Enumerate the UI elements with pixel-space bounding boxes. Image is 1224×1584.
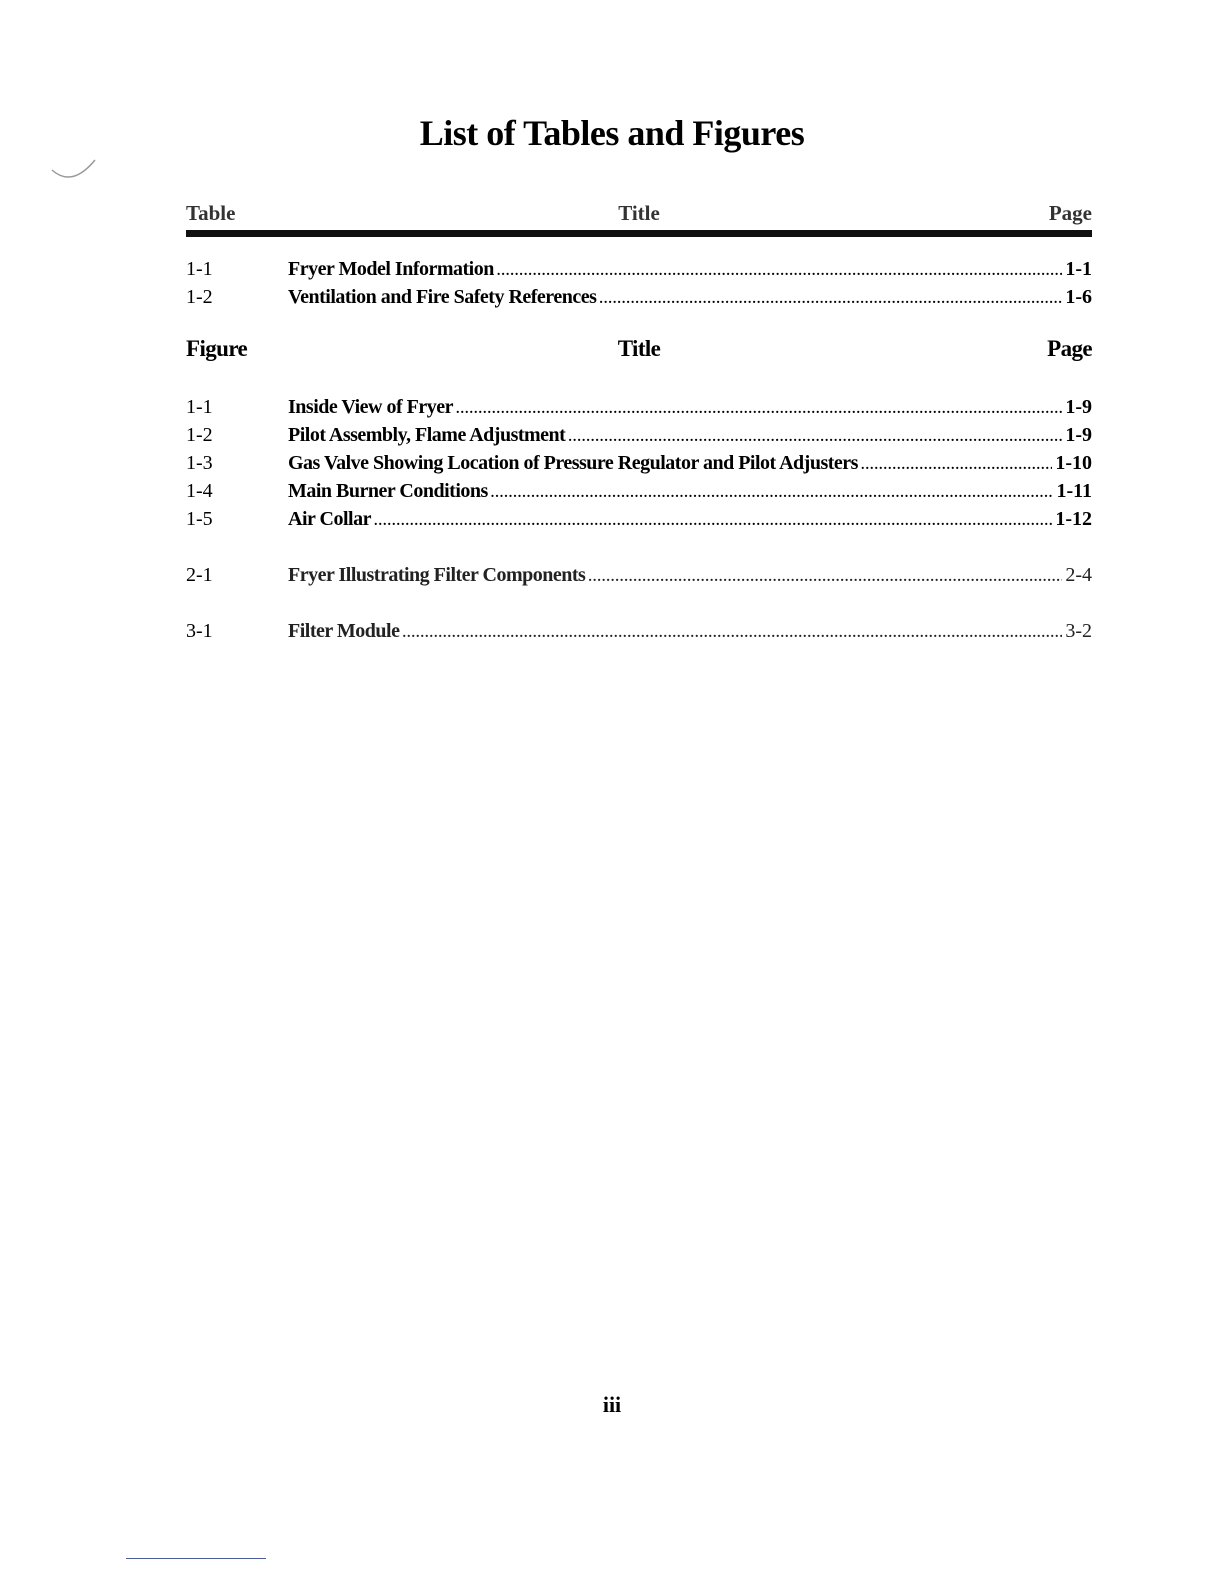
- entry-page: 1-9: [1065, 424, 1092, 446]
- entry-page: 1-12: [1055, 508, 1092, 530]
- figure-entry[interactable]: [186, 506, 1092, 532]
- entry-title: Gas Valve Showing Location of Pressure Regulator and Pilot Adjusters: [288, 452, 858, 474]
- entry-number: 2-1: [186, 564, 213, 586]
- entry-page: 1-6: [1065, 286, 1092, 308]
- entry-number: 1-1: [186, 396, 213, 418]
- dot-leader: [861, 453, 1052, 479]
- dot-leader: [599, 287, 1062, 313]
- figure-entry[interactable]: [186, 394, 1092, 420]
- entry-number: 3-1: [186, 620, 213, 642]
- dot-leader: [402, 621, 1062, 647]
- entry-title: Pilot Assembly, Flame Adjustment: [288, 424, 566, 446]
- figure-entry[interactable]: [186, 450, 1092, 476]
- entry-page: 1-11: [1056, 480, 1092, 502]
- entry-title: Ventilation and Fire Safety References: [288, 286, 597, 308]
- entry-number: 1-5: [186, 508, 213, 530]
- dot-leader: [374, 509, 1052, 535]
- dot-leader: [568, 425, 1062, 451]
- entry-title: Fryer Illustrating Filter Components: [288, 564, 586, 586]
- entry-title: Inside View of Fryer: [288, 396, 453, 418]
- header-rule: [186, 230, 1092, 237]
- figure-entry[interactable]: [186, 618, 1092, 644]
- table-entry[interactable]: [186, 256, 1092, 282]
- dot-leader: [497, 259, 1062, 285]
- entry-page: 2-4: [1065, 564, 1092, 586]
- figures-header-title: Title: [617, 336, 661, 361]
- dot-leader: [491, 481, 1054, 507]
- figures-header-number: Figure: [186, 336, 248, 361]
- figures-header: [186, 334, 1092, 364]
- entry-number: 1-3: [186, 452, 213, 474]
- entry-title: Air Collar: [288, 508, 371, 530]
- dot-leader: [588, 565, 1062, 591]
- tables-header-number: Table: [186, 201, 236, 225]
- entry-number: 1-4: [186, 480, 213, 502]
- page-number: iii: [602, 1392, 622, 1417]
- entry-page: 1-9: [1065, 396, 1092, 418]
- entry-title: Main Burner Conditions: [288, 480, 488, 502]
- tables-header: [186, 198, 1092, 228]
- entry-number: 1-2: [186, 424, 213, 446]
- entry-page: 1-1: [1065, 258, 1092, 280]
- entry-number: 1-2: [186, 286, 213, 308]
- tables-header-page: Page: [1048, 201, 1092, 225]
- entry-title: Fryer Model Information: [288, 258, 494, 280]
- figure-entry[interactable]: [186, 478, 1092, 504]
- figure-entry[interactable]: [186, 422, 1092, 448]
- page-title: List of Tables and Figures: [419, 113, 805, 153]
- figure-entry[interactable]: [186, 562, 1092, 588]
- figures-header-page: Page: [1047, 336, 1092, 361]
- entry-number: 1-1: [186, 258, 213, 280]
- tables-header-title: Title: [618, 201, 660, 225]
- table-entry[interactable]: [186, 284, 1092, 310]
- entry-page: 1-10: [1055, 452, 1092, 474]
- dot-leader: [456, 397, 1062, 423]
- entry-title: Filter Module: [288, 620, 400, 642]
- entry-page: 3-2: [1065, 620, 1092, 642]
- footer-line: [126, 1558, 266, 1559]
- scan-corner-mark: [50, 150, 100, 190]
